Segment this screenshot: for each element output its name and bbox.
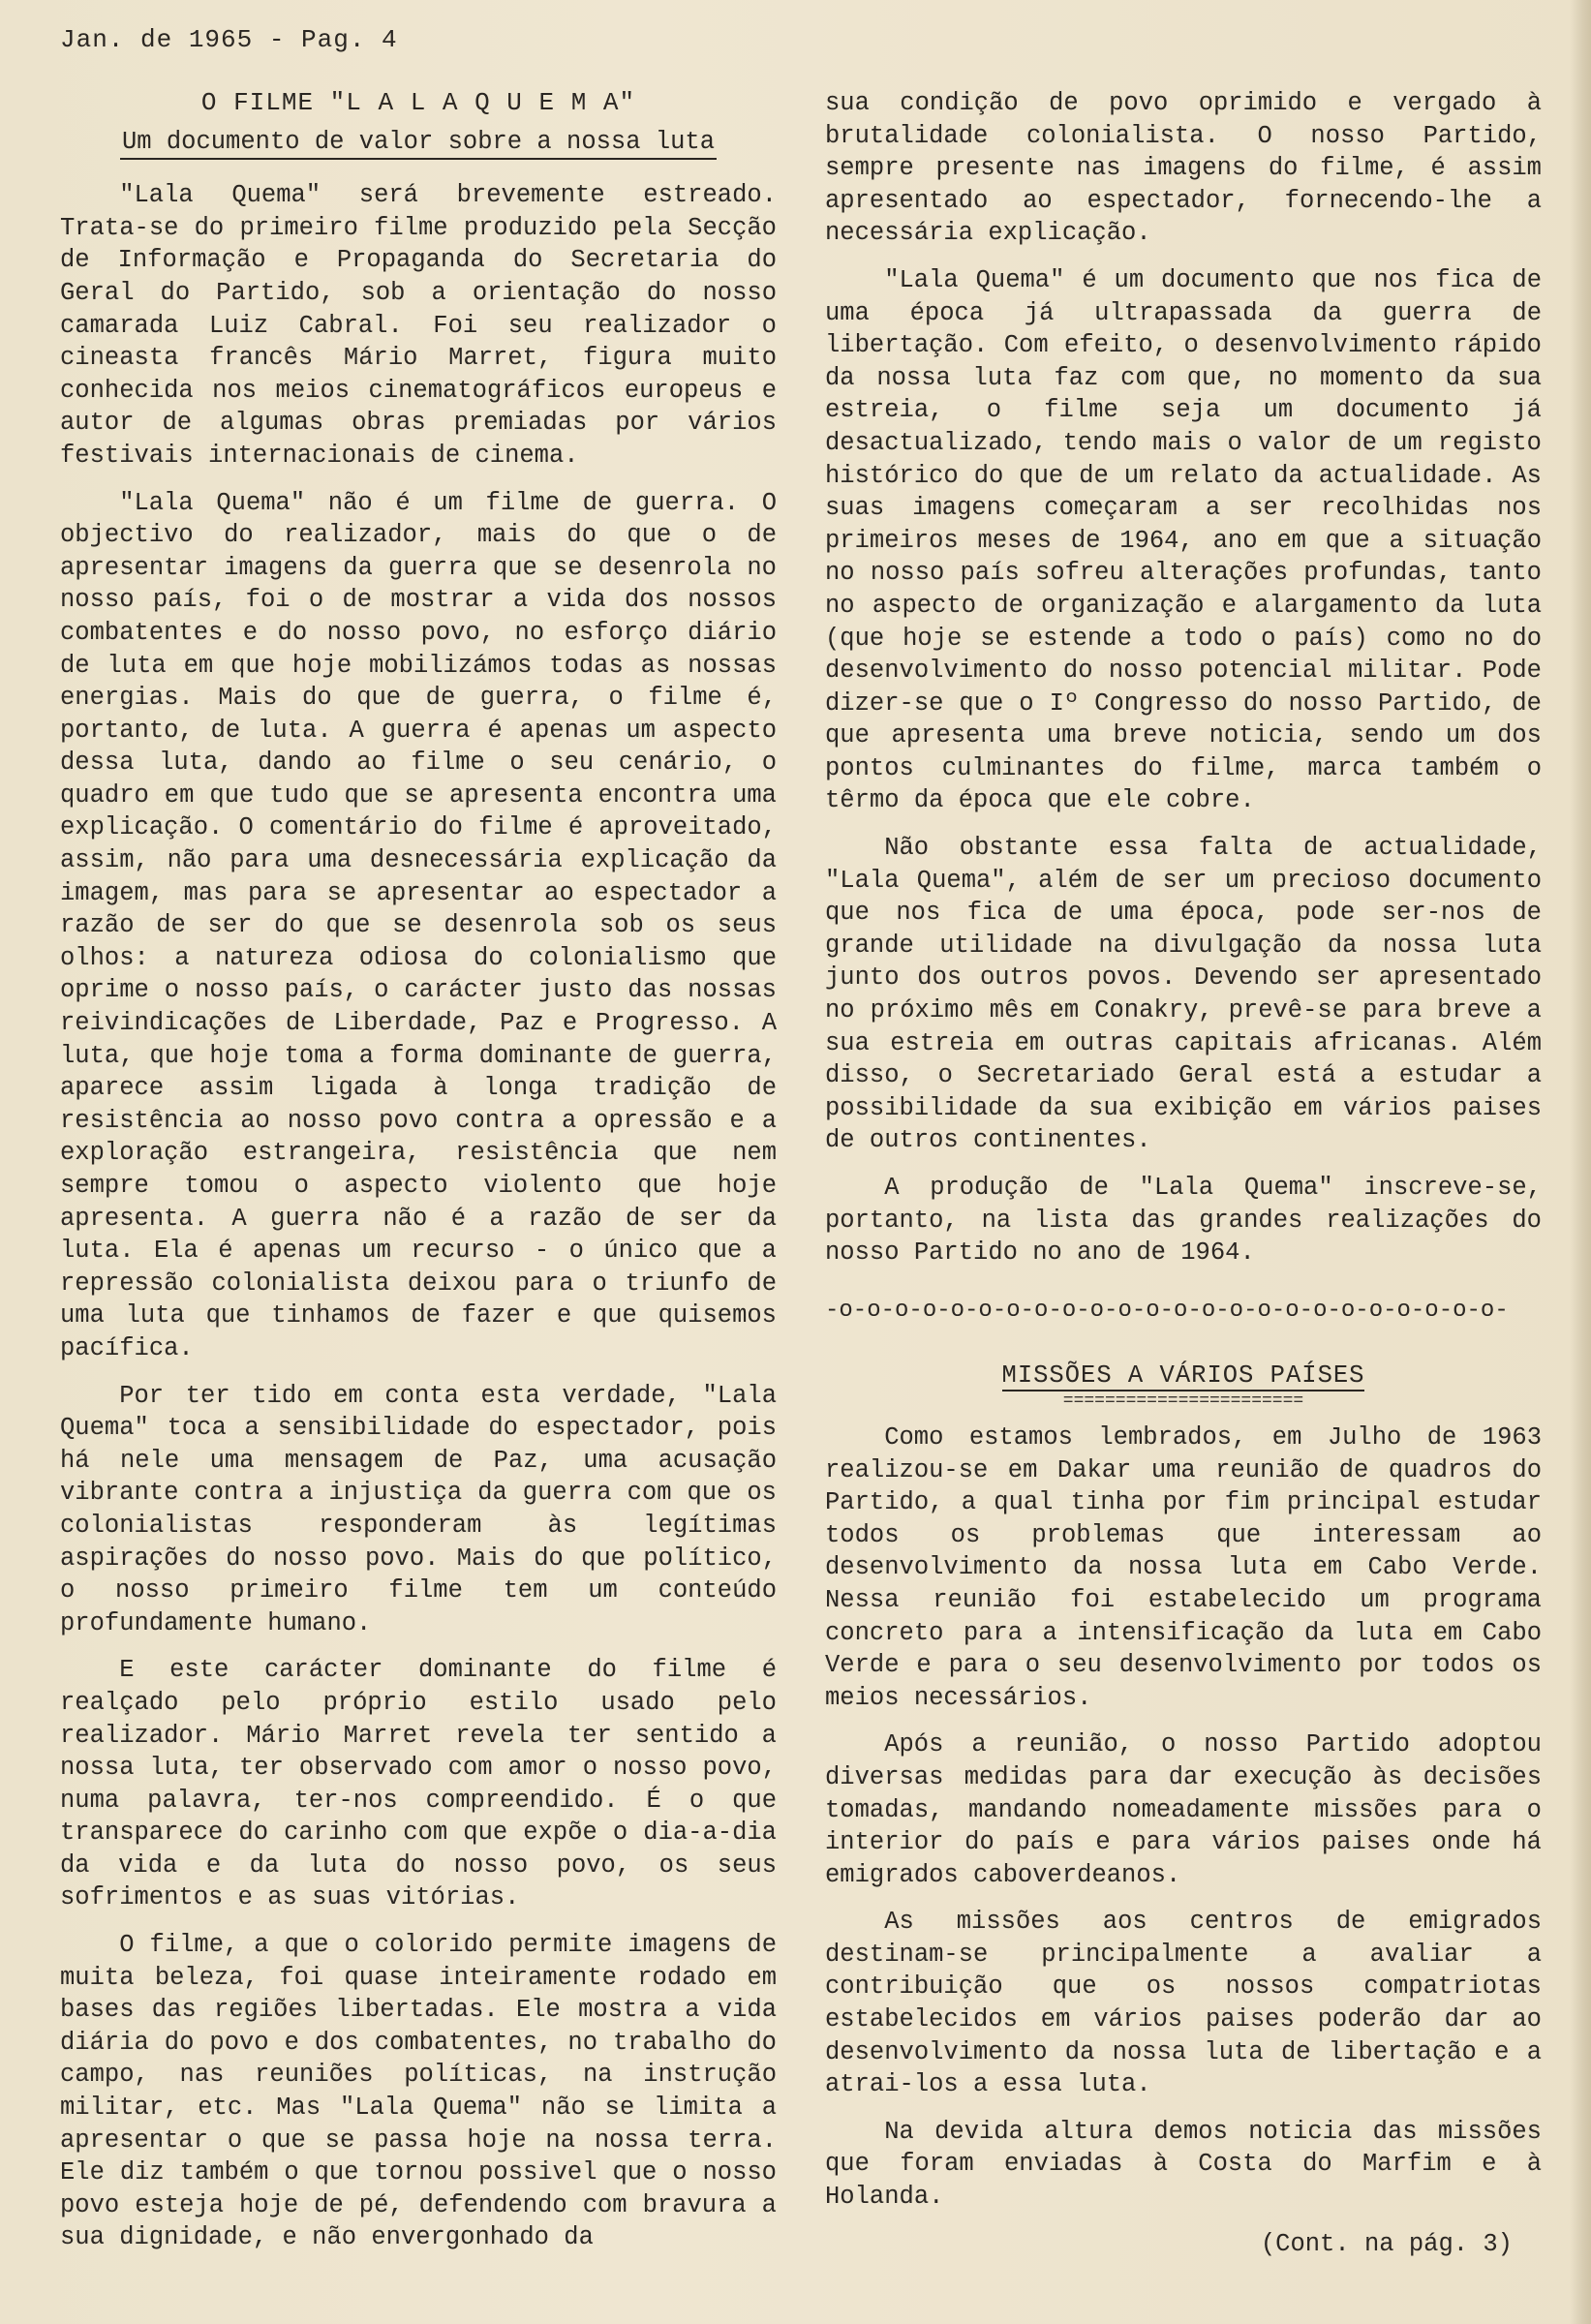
article2-paragraph: Como estamos lembrados, em Julho de 1963 realizou-se em Dakar uma reunião de quadros do Partido, a qual tinha por fim principal estudar todos os problemas que interessam ao desenvolvimento da nossa luta em Cabo Verde. Nessa reunião foi estabelecido um programa concreto para a intensificação da luta em Cabo Verde e para o seu desenvolvimento por todos os meios necessários.	[825, 1422, 1542, 1712]
article-paragraph: "Lala Quema" será brevemente estreado. Trata-se do primeiro filme produzido pela Secção de Informação e Propaganda do Secretaria do Geral do Partido, sob a orientação do nosso camarada Luiz Cabral. Foi seu realizador o cineasta francês Mário Marret, figura muito conhecida nos meios cinematográficos europeus e autor de algumas obras premiadas por vários festivais internacionais de cinema.	[60, 181, 777, 470]
article-subtitle	[60, 126, 777, 159]
article2-paragraph: Após a reunião, o nosso Partido adoptou diversas medidas para dar execução às decisões tomadas, mandando nomeadamente missões para o interior do país e para vários paises onde há emigrados caboverdeanos.	[825, 1730, 1542, 1889]
article-paragraph: "Lala Quema" é um documento que nos fica de uma época já ultrapassada da guerra de libertação. Com efeito, o desenvolvimento rápido da nossa luta faz com que, no momento da sua estreia, o filme seja um documento já desactualizado, tendo mais o valor de um registo histórico do que de um relato da actualidade. As suas imagens começaram a ser recolhidas nos primeiros meses de 1964, ano em que a situação no nosso país sofreu alterações profundas, tanto no aspecto de organização e alargamento da luta (que hoje se estende a todo o país) como no do desenvolvimento do nosso potencial militar. Pode dizer-se que o Iº Congresso do nosso Partido, de que apresenta uma breve noticia, sendo um dos pontos culminantes do filme, marca também o têrmo da época que ele cobre.	[825, 265, 1542, 815]
article-paragraph: sua condição de povo oprimido e vergado à brutalidade colonialista. O nosso Partido, sempre presente nas imagens do filme, é assim apresentado ao espectador, fornecendo-lhe a necessária explicação.	[825, 89, 1542, 248]
article-paragraph: Não obstante essa falta de actualidade, "Lala Quema", além de ser um precioso documento que nos fica de uma época, pode ser-nos de grande utilidade na divulgação da nossa luta junto dos outros povos. Devendo ser apresentado no próximo mês em Conakry, prevê-se para breve a sua estreia em outras capitais africanas. Além disso, o Secretariado Geral está a estudar a possibilidade da sua exibição em vários paises de outros continentes.	[825, 834, 1542, 1155]
article2-title	[825, 1360, 1542, 1392]
article-title: O FILME "L A L A Q U E M A"	[200, 88, 636, 117]
article-subtitle-text: Um documento de valor sobre a nossa luta	[120, 128, 717, 160]
left-column	[60, 87, 777, 2269]
continuation-note: (Cont. na pág. 3)	[1260, 2229, 1513, 2258]
article2-paragraph: Na devida altura demos noticia das missões que foram enviadas à Costa do Marfim e à Holanda.	[825, 2117, 1542, 2212]
article-paragraph: "Lala Quema" não é um filme de guerra. O objectivo do realizador, mais do que o de apresentar imagens da guerra que se desenrola no nosso país, foi o de mostrar a vida dos nossos combatentes e do nosso povo, no esforço diário de luta em que hoje mobilizámos todas as nossas energias. Mais do que de guerra, o filme é, portanto, de luta. A guerra é apenas um aspecto dessa luta, dando ao filme o seu cenário, o quadro em que tudo que se apresenta encontra uma explicação. O comentário do filme é aproveitado, assim, não para uma desnecessária explicação da imagem, mas para se apresentar ao espectador a razão de ser do que se desenrola sob os seus olhos: a natureza odiosa do colonialismo que oprime o nosso país, o carácter justo das nossas reivindicações de Liberdade, Paz e Progresso. A luta, que hoje toma a forma dominante de guerra, aparece assim ligada à longa tradição de resistência ao nosso povo contra a opressão e a exploração estrangeira, resistência que nem sempre tomou o aspecto violento que hoje apresenta. A guerra não é a razão de ser da luta. Ela é apenas um recurso - o único que a repressão colonialista deixou para o triunfo de uma luta que tinhamos de fazer e que quisemos pacífica.	[60, 488, 777, 1362]
section-separator: -o-o-o-o-o-o-o-o-o-o-o-o-o-o-o-o-o-o-o-o-o-o-o-o-	[825, 1297, 1509, 1324]
article-paragraph: A produção de "Lala Quema" inscreve-se, portanto, na lista das grandes realizações do nosso Partido no ano de 1964.	[825, 1174, 1542, 1268]
article-paragraph: O filme, a que o colorido permite imagens de muita beleza, foi quase inteiramente rodado em bases das regiões libertadas. Ele mostra a vida diária do povo e dos combatentes, no trabalho do campo, nas reuniões políticas, na instrução militar, etc. Mas "Lala Quema" não se limita a apresentar o que se passa hoje na nossa terra. Ele diz também o que tornou possivel que o nosso povo esteja hoje de pé, defendendo com bravura a sua dignidade, e não envergonhado da	[60, 1931, 777, 2252]
article2-title-text: MISSÕES A VÁRIOS PAÍSES	[1001, 1361, 1365, 1391]
article-paragraph: E este carácter dominante do filme é realçado pelo próprio estilo usado pelo realizador. Mário Marret revela ter sentido a nossa luta, ter observado com amor o nosso povo, numa palavra, ter-nos compreendido. É o que transparece do carinho com que expõe o dia-a-dia da vida e da luta do nosso povo, os seus sofrimentos e as suas vitórias.	[60, 1656, 777, 1912]
right-column	[825, 87, 1542, 2260]
article-paragraph: Por ter tido em conta esta verdade, "Lala Quema" toca a sensibilidade do espectador, pois há nele uma mensagem de Paz, uma acusação vibrante contra a injustiça da guerra com que os colonialistas responderam às legítimas aspirações do nosso povo. Mais do que político, o nosso primeiro filme tem um conteúdo profundamente humano.	[60, 1381, 777, 1637]
paper-edge	[1570, 0, 1591, 2324]
article2-paragraph: As missões aos centros de emigrados destinam-se principalmente a avaliar a contribuição que os nossos compatriotas estabelecidos em vários paises poderão dar ao desenvolvimento da nossa luta de libertação e a atrai-los a essa luta.	[825, 1908, 1542, 2099]
page-header: Jan. de 1965 - Pag. 4	[60, 25, 398, 54]
article2-title-rule: =======================	[1062, 1391, 1304, 1411]
